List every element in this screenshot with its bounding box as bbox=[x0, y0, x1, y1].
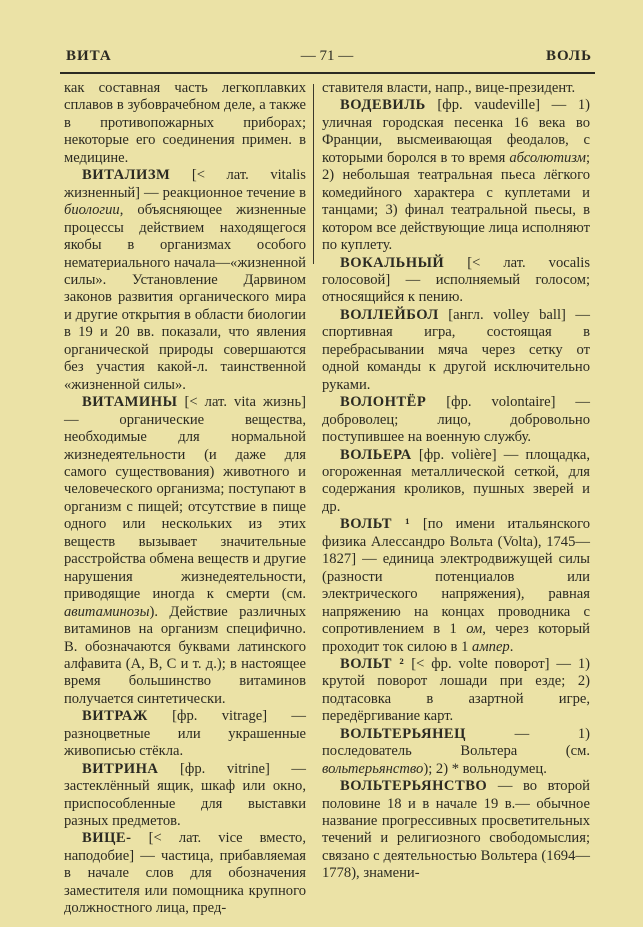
dictionary-entry bbox=[64, 708, 306, 760]
headword: ВОЛЬТ ² bbox=[340, 655, 405, 672]
dictionary-entry bbox=[322, 516, 590, 656]
headword: ВОЛОНТЁР bbox=[340, 394, 427, 411]
dictionary-entry bbox=[322, 255, 590, 307]
dictionary-entry bbox=[322, 447, 590, 517]
dictionary-entry bbox=[64, 830, 306, 917]
definition-text: ); 2) * вольнодумец. bbox=[423, 760, 547, 777]
header-left-word: ВИТА bbox=[66, 48, 112, 64]
headword: ВОЛЛЕЙБОЛ bbox=[340, 306, 439, 323]
definition-text: [< фр. volte поворот] — 1) крутой поворот лошади при езде; 2) подтасовка в азартной игре, передёргивание карт. bbox=[322, 655, 590, 725]
definition-text: ). Действие различных витаминов на организм специфично. В. обозначаются буквами латинского алфавита (А, В, С и т. д.); в настоящее время большинство витаминов получается синтетически. bbox=[64, 603, 306, 707]
headword: ВОЛЬТЕРЬЯНСТВО bbox=[340, 778, 488, 795]
definition-text: как составная часть легкоплавких сплавов в зубоврачебном деле, а также в противопожарных приборах; некоторые его соединения примен. в медицине. bbox=[64, 80, 306, 166]
entry-continuation bbox=[64, 80, 306, 167]
cross-reference: ампер bbox=[472, 638, 510, 655]
header-rule bbox=[60, 72, 595, 74]
dictionary-entry bbox=[64, 394, 306, 708]
headword: ВОКАЛЬНЫЙ bbox=[340, 254, 445, 271]
definition-text: . bbox=[509, 638, 514, 655]
definition-text: [фр. volière] — площадка, огороженная металлической сеткой, для содержания кроликов, пушных зверей и др. bbox=[322, 446, 590, 515]
definition-text: ставителя власти, напр., вице-президент. bbox=[322, 80, 576, 96]
running-header bbox=[62, 48, 592, 70]
definition-text: — 1) последователь Вольтера (см. bbox=[322, 725, 590, 760]
headword: ВОДЕВИЛЬ bbox=[340, 97, 426, 114]
headword: ВИТАМИНЫ bbox=[82, 394, 178, 411]
cross-reference: авитаминозы bbox=[64, 603, 150, 620]
page-number: — 71 — bbox=[300, 48, 354, 64]
header-right-word: ВОЛЬ bbox=[545, 48, 592, 64]
definition-text: [фр. vitrine] — застеклённый ящик, шкаф или окно, приспособленные для выставки разных предметов. bbox=[64, 760, 306, 830]
definition-text: [фр. volontaire] — доброволец; лицо, добровольно поступившее на военную службу. bbox=[322, 394, 590, 446]
dictionary-entry bbox=[64, 167, 306, 394]
definition-text: [фр. vitrage] — разноцветные или украшенные живописью стёкла. bbox=[64, 708, 306, 760]
definition-text: [по имени итальянского физика Алессандро Вольта (Volta), 1745—1827] — единица электродвижущей силы (разности потенциалов или электрического напряжения), равная напряжению на концах проводника с сопротивлением в 1 bbox=[322, 516, 591, 638]
definition-text: — во второй половине 18 и в начале 19 в.— обычное название прогрессивных просветительных течений и религиозного свободомыслия; связано с деятельностью Вольтера (1694—1778), знамени- bbox=[322, 778, 590, 882]
definition-text: [< лат. vitalis жизненный] — реакционное течение в bbox=[64, 167, 306, 201]
dictionary-entry bbox=[322, 307, 590, 394]
dictionary-entry bbox=[322, 97, 590, 254]
headword: ВИТРИНА bbox=[82, 760, 159, 777]
cross-reference: ом bbox=[466, 621, 483, 638]
dictionary-entry bbox=[322, 778, 590, 883]
headword: ВОЛЬЕРА bbox=[340, 446, 412, 463]
definition-text: [< лат. vita жизнь] — органические вещества, необходимые для нормальной жизнедеятельности (и даже для самого существования) животного и человеческого организма; поступают в организм с пищей; отсутствие в пище одного или нескольких из этих веществ вызывает значительные расстройства обмена веществ и другие нарушения жизнедеятельности, приводящие иногда к смерти (см. bbox=[64, 394, 306, 603]
headword: ВИТРАЖ bbox=[82, 708, 148, 725]
definition-text: , через который проходит ток силою в 1 bbox=[322, 621, 590, 655]
definition-text: , объясняющее жизненные процессы действием находящегося якобы в организмах особого нематериального начала—«жизненной силы». Установление Дарвином законов развития органического мира и другие открытия в области биологии в 19 и 20 вв. показали, что явления органической природы совершаются без участия какой-л. таинственной «жизненной силы». bbox=[64, 202, 306, 393]
dictionary-entry bbox=[322, 394, 590, 446]
definition-text: ; 2) небольшая театральная пьеса лёгкого комедийного характера с куплетами и танцами; 3) финал театральной пьесы, в котором все действующие лица исполняют по куплету. bbox=[322, 149, 590, 254]
headword: ВИТАЛИЗМ bbox=[82, 167, 171, 184]
cross-reference: вольтерьянство bbox=[322, 760, 424, 777]
cross-reference: биологии bbox=[64, 202, 120, 219]
headword: ВИЦЕ- bbox=[82, 830, 132, 847]
left-column bbox=[64, 80, 306, 918]
definition-text: [англ. volley ball] — спортивная игра, состоящая в перебрасывании мяча через сетку от одной команды к другой исключительно руками. bbox=[322, 306, 590, 393]
column-divider bbox=[313, 84, 314, 264]
definition-text: [< лат. vocalis голосовой] — исполняемый голосом; относящийся к пению. bbox=[322, 254, 590, 306]
entry-continuation bbox=[322, 80, 590, 97]
definition-text: [< лат. vice вместо, наподобие] — частица, прибавляемая в начале слов для обозначения заместителя или помощника крупного должностного лица, пред- bbox=[64, 830, 306, 917]
definition-text: [фр. vaudeville] — 1) уличная городская песенка 16 века во Франции, высмеивающая феодалов, с которыми боролся в то время bbox=[322, 97, 590, 166]
headword: ВОЛЬТЕРЬЯНЕЦ bbox=[340, 725, 467, 742]
headword: ВОЛЬТ ¹ bbox=[340, 516, 411, 533]
right-column bbox=[322, 80, 590, 883]
dictionary-entry bbox=[64, 761, 306, 831]
dictionary-entry bbox=[322, 726, 590, 778]
dictionary-entry bbox=[322, 656, 590, 726]
cross-reference: абсолютизм bbox=[509, 149, 586, 166]
